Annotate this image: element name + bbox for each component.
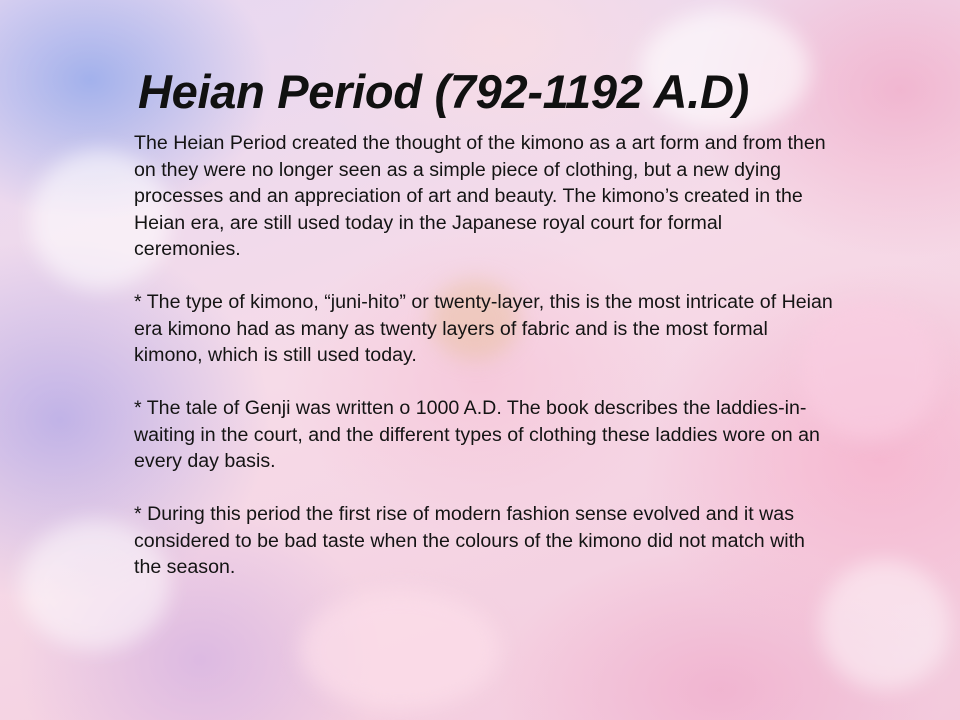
background-blossom xyxy=(300,590,500,710)
paragraph-genji: * The tale of Genji was written o 1000 A.D. The book describes the laddies-in-waiting in the court, and the different types of clothing these laddies wore on an every day basis. xyxy=(134,397,820,472)
paragraph-intro: The Heian Period created the thought of the kimono as a art form and from then on they were no longer seen as a simple piece of clothing, but a new dying processes and an appreciation of art and beauty. The kimono’s created in the Heian era, are still used today in the Japanese royal court for formal ceremonies. xyxy=(134,132,826,260)
background-blossom xyxy=(820,560,950,690)
slide-title: Heian Period (792-1192 A.D) xyxy=(138,65,749,118)
paragraph-juni-hito: * The type of kimono, “juni-hito” or twenty-layer, this is the most intricate of Heian era kimono had as many as twenty layers of fabric and is the most formal kimono, which is still used today. xyxy=(134,291,833,366)
paragraph-fashion-sense: * During this period the first rise of modern fashion sense evolved and it was considered to be bad taste when the colours of the kimono did not match with the season. xyxy=(134,503,805,578)
slide-body xyxy=(134,130,834,581)
